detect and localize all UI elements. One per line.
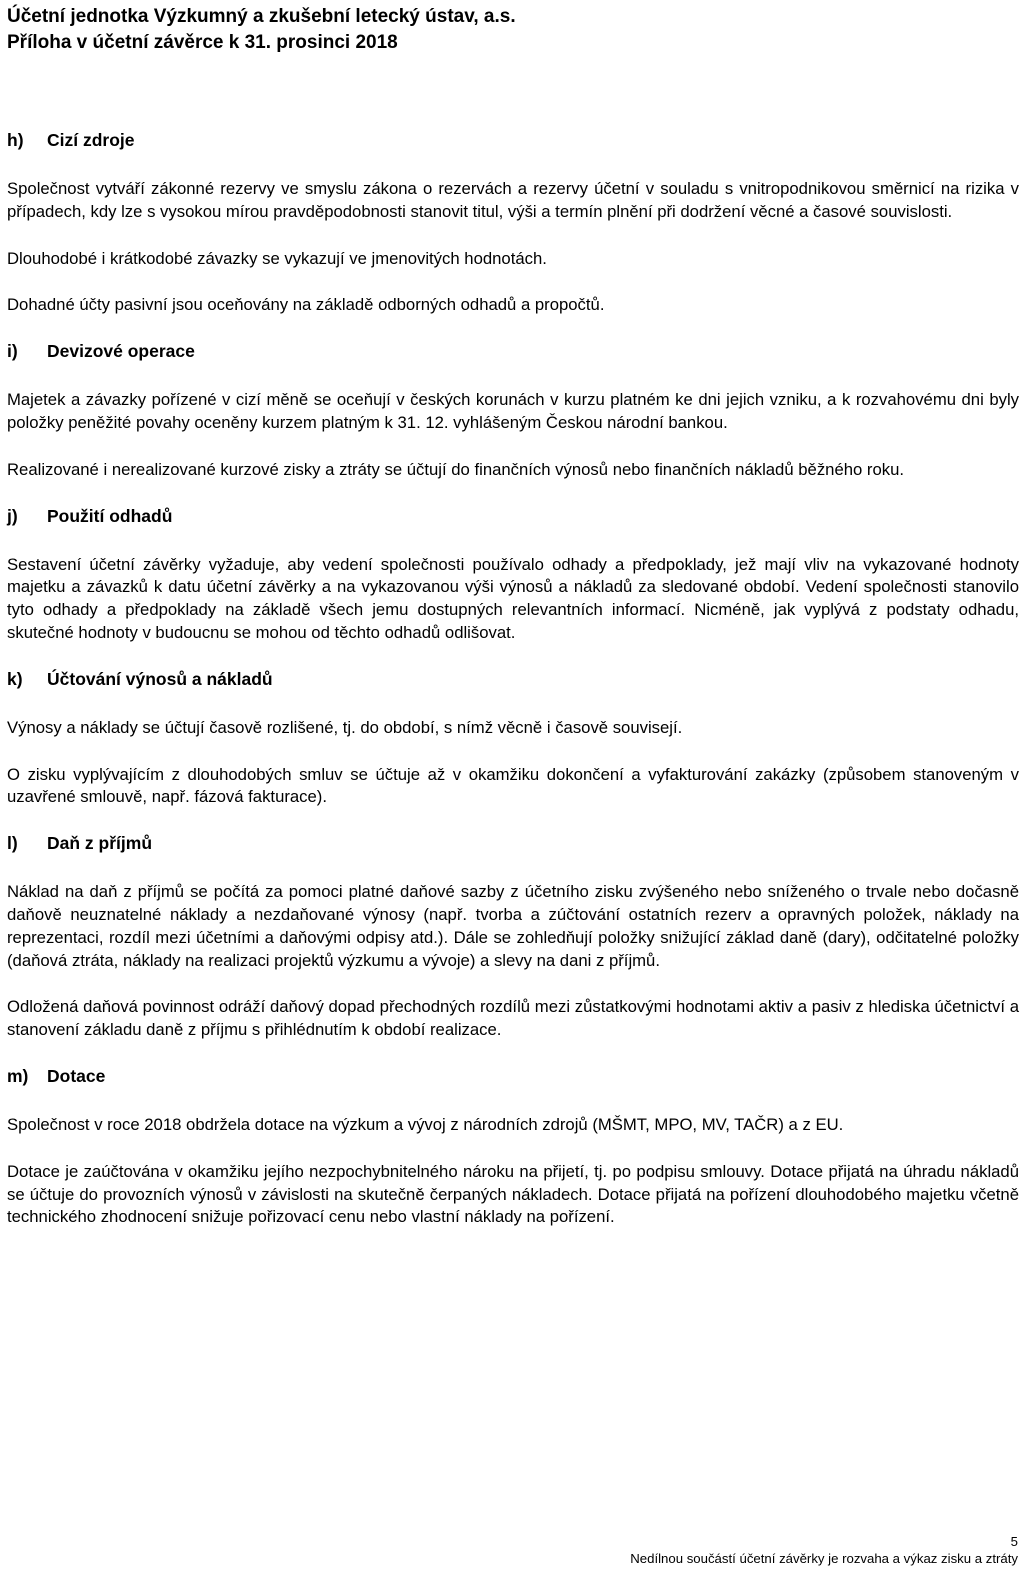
paragraph: O zisku vyplývajícím z dlouhodobých smluv se účtuje až v okamžiku dokončení a vyfakturování zakázky (způsobem stanoveným v uzavřené smlouvě, např. fázová fakturace).: [7, 764, 1019, 807]
section-heading-l: [7, 831, 1019, 855]
section-letter: l): [7, 833, 18, 854]
section-letter: h): [7, 130, 24, 150]
paragraph: Výnosy a náklady se účtují časově rozlišené, tj. do období, s nímž věcně i časově souvisejí.: [7, 717, 683, 737]
section-title: Účtování výnosů a nákladů: [47, 668, 273, 689]
paragraph: Společnost vytváří zákonné rezervy ve smyslu zákona o rezervách a rezervy účetní v souladu s vnitropodnikovou směrnicí na rizika v případech, kdy lze s vysokou mírou pravděpodobnosti stanovit titul, výši a termín plnění při dodržení věcné a časové souvislosti.: [7, 179, 1019, 221]
paragraph: Dotace je zaúčtována v okamžiku jejího nezpochybnitelného nároku na přijetí, tj. po podpisu smlouvy. Dotace přijatá na úhradu nákladů se účtuje do provozních výnosů v závislosti na skutečně čerpaných nákladech. Dotace přijatá na pořízení dlouhodobého majetku včetně technického zhodnocení snižuje pořizovací cenu nebo vlastní náklady na pořízení.: [7, 1161, 1019, 1227]
section-letter: k): [7, 668, 23, 689]
paragraph: Realizované i nerealizované kurzové zisky a ztráty se účtují do finančních výnosů nebo finančních nákladů běžného roku.: [7, 459, 905, 479]
document-body: [7, 128, 1019, 1253]
section-heading-j: [7, 504, 1019, 528]
section-title: Devizové operace: [47, 341, 195, 362]
section-heading-k: [7, 667, 1019, 691]
footer-note: Nedílnou součástí účetní závěrky je rozvaha a výkaz zisku a ztráty: [630, 1551, 1018, 1566]
page-footer: [630, 1533, 1018, 1567]
section-title: Dotace: [47, 1065, 106, 1086]
document-header: [7, 4, 516, 56]
paragraph: Dlouhodobé i krátkodobé závazky se vykazují ve jmenovitých hodnotách.: [7, 248, 547, 268]
header-attachment-line: Příloha v účetní závěrce k 31. prosinci 2018: [7, 32, 398, 53]
paragraph: Náklad na daň z příjmů se počítá za pomoci platné daňové sazby z účetního zisku zvýšeného nebo sníženého o trvale nebo dočasně daňově neuznatelné náklady a nezdaňované výnosy (např. tvorba a zúčtování ostatních rezerv a opravných položek, náklady na reprezentaci, rozdíl mezi účetními a daňovými odpisy atd.). Dále se zohledňují položky snižující základ daně (dary), odčitatelné položky (daňová ztráta, náklady na realizaci projektů výzkumu a vývoje) a slevy na dani z příjmů.: [7, 882, 1019, 970]
paragraph: Dohadné účty pasivní jsou oceňovány na základě odborných odhadů a propočtů.: [7, 295, 605, 315]
section-letter: m): [7, 1065, 29, 1086]
section-heading-h: [7, 128, 1019, 152]
page-number: 5: [1010, 1534, 1018, 1549]
section-letter: i): [7, 341, 18, 362]
section-letter: j): [7, 505, 18, 526]
section-heading-i: [7, 339, 1019, 363]
section-title: Daň z příjmů: [47, 833, 153, 854]
paragraph: Společnost v roce 2018 obdržela dotace na výzkum a vývoj z národních zdrojů (MŠMT, MPO, MV, TAČR) a z EU.: [7, 1114, 844, 1134]
paragraph: Odložená daňová povinnost odráží daňový dopad přechodných rozdílů mezi zůstatkovými hodnotami aktiv a pasiv z hlediska účetnictví a stanovení základu daně z příjmu s přihlédnutím k období realizace.: [7, 997, 1019, 1040]
section-heading-m: [7, 1064, 1019, 1088]
paragraph: Majetek a závazky pořízené v cizí měně se oceňují v českých korunách v kurzu platném ke dni jejich vzniku, a k rozvahovému dni byly položky peněžité povahy oceněny kurzem platným k 31. 12. vyhlášeným Českou národní bankou.: [7, 390, 1019, 432]
header-entity-line: Účetní jednotka Výzkumný a zkušební letecký ústav, a.s.: [7, 6, 516, 27]
paragraph: Sestavení účetní závěrky vyžaduje, aby vedení společnosti používalo odhady a předpoklady, jež mají vliv na vykazované hodnoty majetku a závazků k datu účetní závěrky a na vykazovanou výši výnosů a nákladů za sledované období. Vedení společnosti stanovilo tyto odhady a předpoklady na základě všech jemu dostupných relevantních informací. Nicméně, jak vyplývá z podstaty odhadu, skutečné hodnoty v budoucnu se mohou od těchto odhadů odlišovat.: [7, 554, 1019, 642]
section-title: Cizí zdroje: [47, 130, 135, 150]
section-title: Použití odhadů: [47, 505, 173, 526]
